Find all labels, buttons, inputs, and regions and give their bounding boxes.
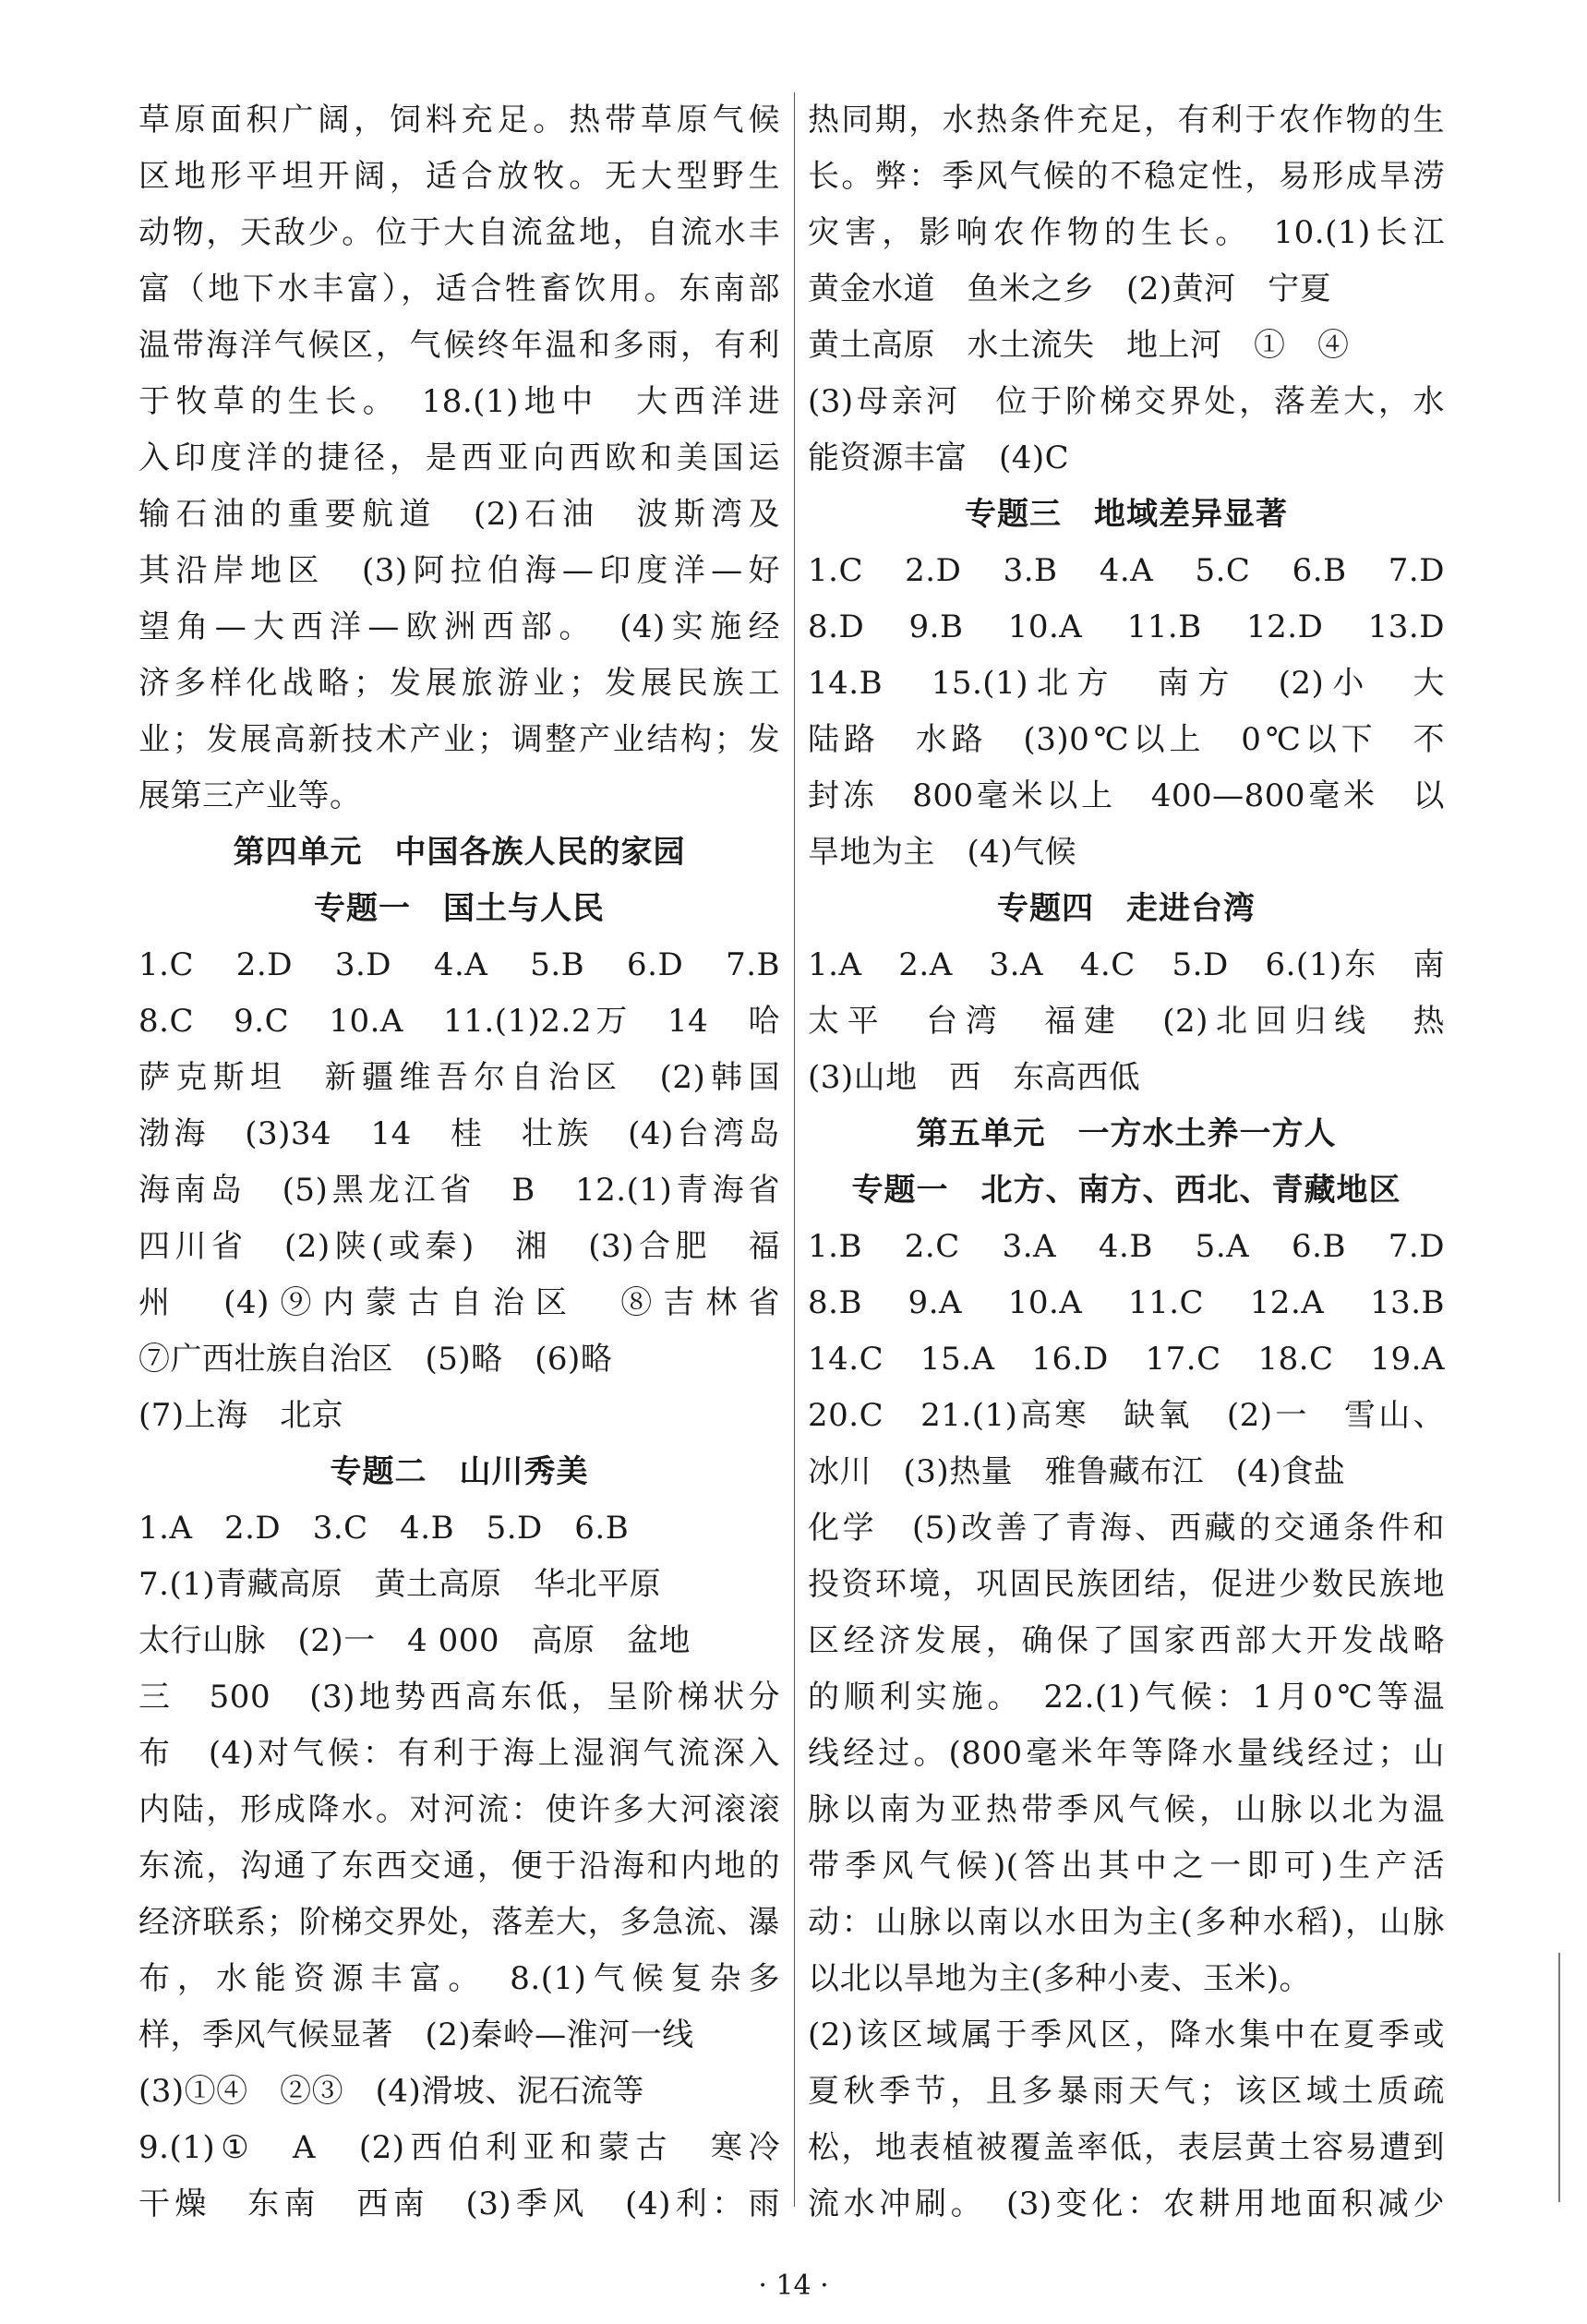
text-line: 三 500 (3)地势西高东低，呈阶梯状分	[138, 1679, 780, 1716]
text-line: 冰川 (3)热量 雅鲁藏布江 (4)食盐	[808, 1453, 1346, 1490]
text-line: 长。弊：季风气候的不稳定性，易形成旱涝	[808, 158, 1445, 195]
section-heading: 专题四 走进台湾	[997, 890, 1256, 927]
text-line: 黄金水道 鱼米之乡 (2)黄河 宁夏	[808, 271, 1332, 307]
section-heading: 专题一 国土与人民	[314, 890, 605, 927]
text-line: 1.C 2.D 3.D 4.A 5.B 6.D 7.B	[138, 946, 780, 983]
section-heading: 第四单元 中国各族人民的家园	[233, 834, 686, 871]
text-line: 于牧草的生长。 18.(1)地中 大西洋进	[138, 383, 780, 420]
text-line: 1.C 2.D 3.B 4.A 5.C 6.B 7.D	[808, 552, 1445, 589]
text-line: 8.B 9.A 10.A 11.C 12.A 13.B	[808, 1284, 1445, 1321]
text-line: 样，季风气候显著 (2)秦岭—淮河一线	[138, 2017, 694, 2053]
text-line: 20.C 21.(1)高寒 缺氧 (2)一 雪山、	[808, 1397, 1445, 1434]
text-line: 封冻 800毫米以上 400—800毫米 以	[808, 777, 1445, 814]
text-line: 渤海 (3)34 14 桂 壮族 (4)台湾岛	[138, 1115, 780, 1152]
text-line: 松，地表植被覆盖率低，表层黄土容易遭到	[808, 2129, 1445, 2166]
text-line: (3)母亲河 位于阶梯交界处，落差大，水	[808, 383, 1445, 420]
text-line: 四川省 (2)陕(或秦) 湘 (3)合肥 福	[138, 1228, 780, 1265]
section-heading: 专题二 山川秀美	[330, 1453, 589, 1490]
text-line: 夏秋季节，且多暴雨天气；该区域土质疏	[808, 2073, 1445, 2110]
margin-rule	[1558, 1953, 1560, 2202]
section-heading: 第五单元 一方水土养一方人	[916, 1115, 1337, 1152]
column-divider	[794, 92, 795, 2207]
text-line: 济多样化战略；发展旅游业；发展民族工	[138, 665, 780, 702]
text-line: 东流，沟通了东西交通，便于沿海和内地的	[138, 1848, 780, 1884]
text-line: 能资源丰富 (4)C	[808, 440, 1070, 476]
text-line: 脉以南为亚热带季风气候，山脉以北为温	[808, 1791, 1445, 1828]
text-line: 富（地下水丰富），适合牲畜饮用。东南部	[138, 271, 780, 307]
page-number: · 14 ·	[758, 2270, 829, 2302]
text-line: (3)山地 西 东高西低	[808, 1059, 1141, 1096]
text-line: 1.A 2.A 3.A 4.C 5.D 6.(1)东 南	[808, 946, 1445, 983]
text-line: 动：山脉以南以水田为主(多种水稻)，山脉	[808, 1904, 1445, 1941]
text-line: 经济联系；阶梯交界处，落差大，多急流、瀑	[138, 1904, 780, 1941]
text-line: (7)上海 北京	[138, 1397, 344, 1434]
text-line: (3)①④ ②③ (4)滑坡、泥石流等	[138, 2073, 644, 2110]
text-line: (2)该区域属于季风区，降水集中在夏季或	[808, 2017, 1445, 2053]
section-heading: 专题三 地域差异显著	[965, 496, 1288, 533]
text-line: 区经济发展，确保了国家西部大开发战略	[808, 1622, 1445, 1659]
text-line: 的顺利实施。 22.(1)气候：1月0℃等温	[808, 1679, 1445, 1716]
text-line: ⑦广西壮族自治区 (5)略 (6)略	[138, 1341, 613, 1378]
text-line: 业；发展高新技术产业；调整产业结构；发	[138, 721, 780, 758]
text-line: 干燥 东南 西南 (3)季风 (4)利：雨	[138, 2186, 780, 2222]
text-line: 8.D 9.B 10.A 11.B 12.D 13.D	[808, 608, 1445, 645]
text-line: 望角—大西洋—欧洲西部。 (4)实施经	[138, 608, 780, 645]
text-line: 入印度洋的捷径，是西亚向西欧和美国运	[138, 440, 780, 476]
text-line: 14.B 15.(1)北方 南方 (2)小 大	[808, 665, 1445, 702]
text-line: 太行山脉 (2)一 4 000 高原 盆地	[138, 1622, 691, 1659]
left-column	[138, 92, 780, 2233]
text-line: 布 (4)对气候：有利于海上湿润气流深入	[138, 1735, 780, 1772]
text-line: 9.(1)① A (2)西伯利亚和蒙古 寒冷	[138, 2129, 780, 2166]
text-line: 灾害，影响农作物的生长。 10.(1)长江	[808, 214, 1445, 251]
text-line: 区地形平坦开阔，适合放牧。无大型野生	[138, 158, 780, 195]
text-line: 带季风气候)(答出其中之一即可)生产活	[808, 1848, 1445, 1884]
text-line: 投资环境，巩固民族团结，促进少数民族地	[808, 1566, 1445, 1603]
text-line: 太平 台湾 福建 (2)北回归线 热	[808, 1003, 1445, 1040]
text-line: 以北以旱地为主(多种小麦、玉米)。	[808, 1960, 1312, 1997]
text-line: 动物，天敌少。位于大自流盆地，自流水丰	[138, 214, 780, 251]
text-line: 化学 (5)改善了青海、西藏的交通条件和	[808, 1510, 1445, 1547]
text-line: 旱地为主 (4)气候	[808, 834, 1077, 871]
text-line: 萨克斯坦 新疆维吾尔自治区 (2)韩国	[138, 1059, 780, 1096]
text-line: 温带海洋气候区，气候终年温和多雨，有利	[138, 327, 780, 364]
text-line: 热同期，水热条件充足，有利于农作物的生	[808, 102, 1445, 138]
text-line: 线经过。(800毫米年等降水量线经过；山	[808, 1735, 1445, 1772]
text-line: 陆路 水路 (3)0℃以上 0℃以下 不	[808, 721, 1445, 758]
text-line: 黄土高原 水土流失 地上河 ① ④	[808, 327, 1350, 364]
text-line: 海南岛 (5)黑龙江省 B 12.(1)青海省	[138, 1172, 780, 1209]
text-line: 其沿岸地区 (3)阿拉伯海—印度洋—好	[138, 552, 780, 589]
text-line: 14.C 15.A 16.D 17.C 18.C 19.A	[808, 1341, 1445, 1378]
text-line: 展第三产业等。	[138, 777, 362, 814]
text-line: 1.A 2.D 3.C 4.B 5.D 6.B	[138, 1510, 630, 1547]
text-line: 布，水能资源丰富。 8.(1)气候复杂多	[138, 1960, 780, 1997]
text-line: 草原面积广阔，饲料充足。热带草原气候	[138, 102, 780, 138]
text-line: 输石油的重要航道 (2)石油 波斯湾及	[138, 496, 780, 533]
text-line: 7.(1)青藏高原 黄土高原 华北平原	[138, 1566, 662, 1603]
right-column	[808, 92, 1445, 2233]
text-line: 州 (4)⑨内蒙古自治区 ⑧吉林省	[138, 1284, 780, 1321]
section-heading: 专题一 北方、南方、西北、青藏地区	[851, 1172, 1401, 1209]
text-line: 流水冲刷。 (3)变化：农耕用地面积减少	[808, 2186, 1445, 2222]
text-line: 8.C 9.C 10.A 11.(1)2.2万 14 哈	[138, 1003, 780, 1040]
text-line: 内陆，形成降水。对河流：使许多大河滚滚	[138, 1791, 780, 1828]
text-line: 1.B 2.C 3.A 4.B 5.A 6.B 7.D	[808, 1228, 1445, 1265]
